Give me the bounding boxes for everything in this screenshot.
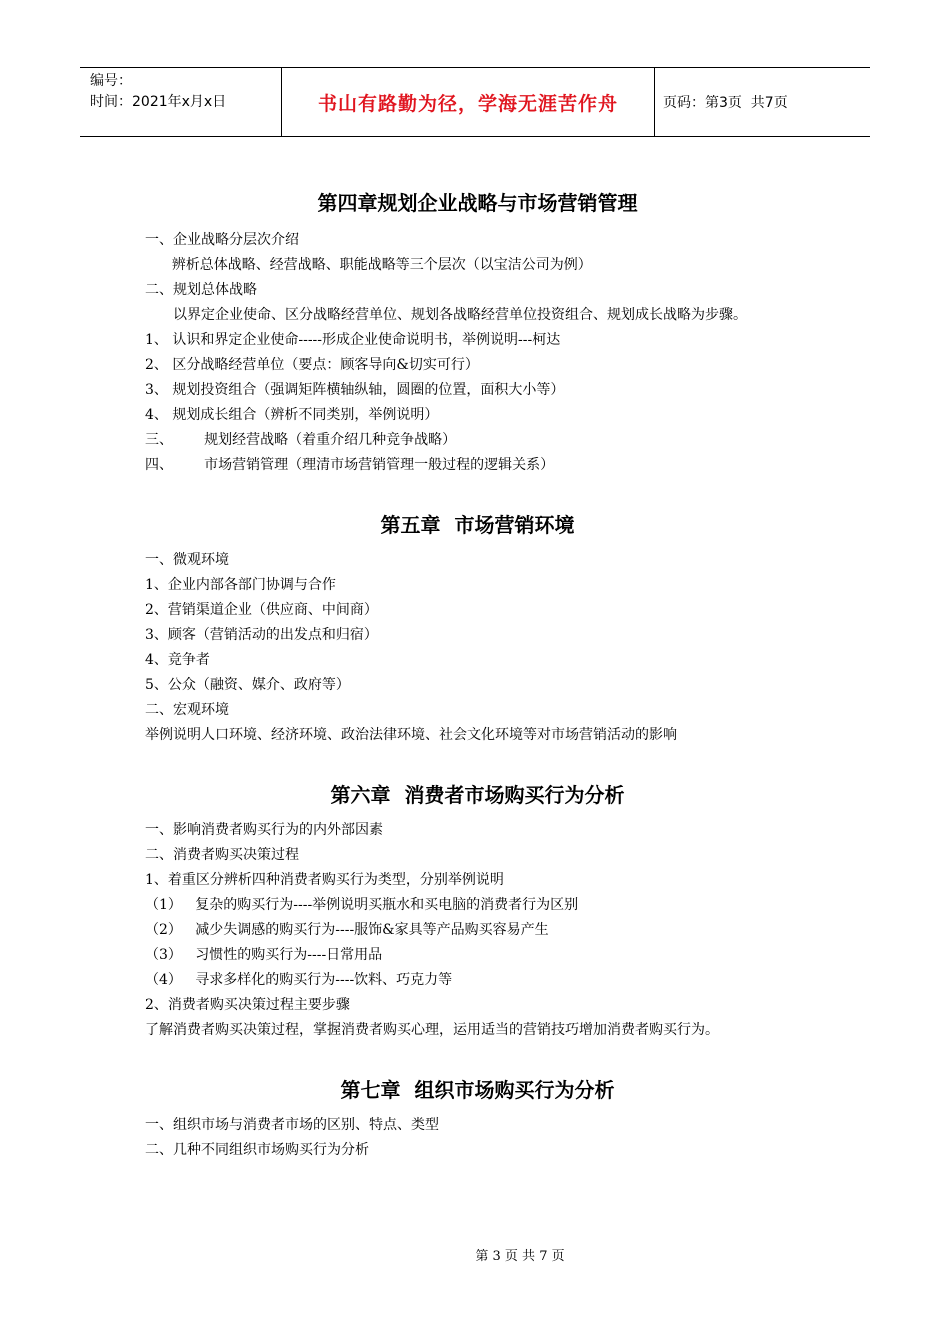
text-line: 辨析总体战略、经营战略、职能战略等三个层次（以宝洁公司为例）: [145, 257, 592, 273]
text-line: 2、营销渠道企业（供应商、中间商）: [145, 602, 378, 618]
header-meta: [80, 68, 281, 136]
text-line: 1、着重区分辨析四种消费者购买行为类型，分别举例说明: [145, 872, 504, 888]
chapter-title: 第七章 组织市场购买行为分析: [340, 1078, 615, 1102]
text-line: （3） 习惯性的购买行为----日常用品: [145, 947, 383, 963]
text-line: 二、消费者购买决策过程: [145, 847, 299, 863]
text-line: 四、 市场营销管理（理清市场营销管理一般过程的逻辑关系）: [145, 457, 555, 473]
text-line: 一、组织市场与消费者市场的区别、特点、类型: [145, 1117, 439, 1133]
text-line: 4、 规划成长组合（辨析不同类别，举例说明）: [145, 407, 439, 423]
text-line: 1、企业内部各部门协调与合作: [145, 577, 336, 593]
text-line: 3、顾客（营销活动的出发点和归宿）: [145, 627, 378, 643]
header-motto: 书山有路勤为径，学海无涯苦作舟: [281, 68, 655, 136]
chapter-7: [145, 1075, 810, 1163]
text-line: 二、宏观环境: [145, 702, 229, 718]
text-line: 一、影响消费者购买行为的内外部因素: [145, 822, 383, 838]
document-body: [145, 188, 810, 1163]
text-line: 1、 认识和界定企业使命-----形成企业使命说明书，举例说明---柯达: [145, 332, 561, 348]
text-line: 5、公众（融资、媒介、政府等）: [145, 677, 350, 693]
text-line: 二、规划总体战略: [145, 282, 257, 298]
text-line: 三、 规划经营战略（着重介绍几种竞争战略）: [145, 432, 457, 448]
chapter-5: [145, 510, 810, 748]
chapter-4: [145, 188, 810, 478]
text-line: （1） 复杂的购买行为----举例说明买瓶水和买电脑的消费者行为区别: [145, 897, 579, 913]
number-label: 编号：: [90, 73, 132, 89]
header-page-info: 页码：第3页 共7页: [663, 95, 788, 111]
chapter-title: 第六章 消费者市场购买行为分析: [330, 783, 625, 807]
text-line: 二、几种不同组织市场购买行为分析: [145, 1142, 369, 1158]
text-line: 举例说明人口环境、经济环境、政治法律环境、社会文化环境等对市场营销活动的影响: [145, 727, 677, 743]
text-line: 一、微观环境: [145, 552, 229, 568]
text-line: 2、 区分战略经营单位（要点：顾客导向&切实可行）: [145, 357, 479, 373]
page-header: [80, 67, 870, 137]
text-line: 一、企业战略分层次介绍: [145, 232, 299, 248]
chapter-title: 第四章规划企业战略与市场营销管理: [317, 191, 638, 215]
text-line: （4） 寻求多样化的购买行为----饮料、巧克力等: [145, 972, 453, 988]
chapter-6: [145, 780, 810, 1043]
paragraph: 以界定企业使命、区分战略经营单位、规划各战略经营单位投资组合、规划成长战略为步骤。: [173, 307, 747, 323]
paragraph: 了解消费者购买决策过程，掌握消费者购买心理，运用适当的营销技巧增加消费者购买行为。: [145, 1022, 719, 1038]
text-line: 4、竞争者: [145, 652, 210, 668]
chapter-title: 第五章 市场营销环境: [380, 513, 575, 537]
page-footer: 第 3 页 共 7 页: [475, 1249, 565, 1264]
text-line: （2） 减少失调感的购买行为----服饰&家具等产品购买容易产生: [145, 922, 549, 938]
text-line: 2、消费者购买决策过程主要步骤: [145, 997, 350, 1013]
time-label: 时间：2021年x月x日: [90, 94, 227, 110]
text-line: 3、 规划投资组合（强调矩阵横轴纵轴，圆圈的位置，面积大小等）: [145, 382, 565, 398]
